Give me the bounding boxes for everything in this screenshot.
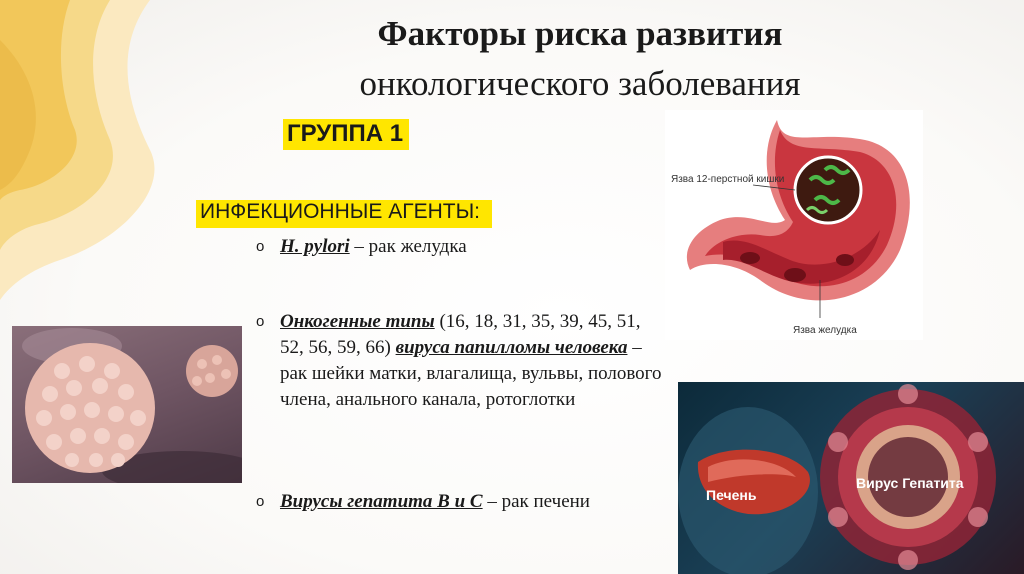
decorative-gold-waves [0,0,260,300]
list-item-hepatitis [256,489,670,515]
page-title: Факторы риска развития [377,14,783,53]
stomach-illustration [665,110,923,340]
list-item-hpylori [256,234,670,260]
item-emphasis: Вирусы гепатита В и С [280,491,483,512]
item-text: (16, 18, 31, 35, 39, 45, 51, 52, 56, 59, 66) [280,311,641,358]
item-emphasis: H. pylori [280,236,350,257]
item-text-2: – рак шейки матки, влагалища, вульвы, полового члена, анального канала, ротоглотки [280,337,662,410]
item-emphasis: Онкогенные типы [280,311,435,332]
label-gastric-ulcer: Язва желудка [793,325,857,336]
section-label: ИНФЕКЦИОННЫЕ АГЕНТЫ: [196,200,492,228]
bullet-icon: o [256,493,265,510]
bullet-icon: o [256,238,265,255]
item-emphasis-2: вируса папилломы человека [395,337,628,358]
group-label: ГРУППА 1 [283,119,409,150]
label-hepatitis-virus: Вирус Гепатита [856,475,964,491]
bullet-icon: o [256,313,265,330]
item-text: – рак желудка [349,236,467,257]
item-text: – рак печени [482,491,590,512]
hepatitis-virus-image [678,382,1024,574]
hpv-virus-image [12,326,242,483]
page-subtitle: онкологического заболевания [359,64,801,103]
label-liver: Печень [706,487,757,503]
label-duodenal-ulcer: Язва 12-перстной кишки [671,174,785,185]
list-item-hpv [256,309,665,413]
